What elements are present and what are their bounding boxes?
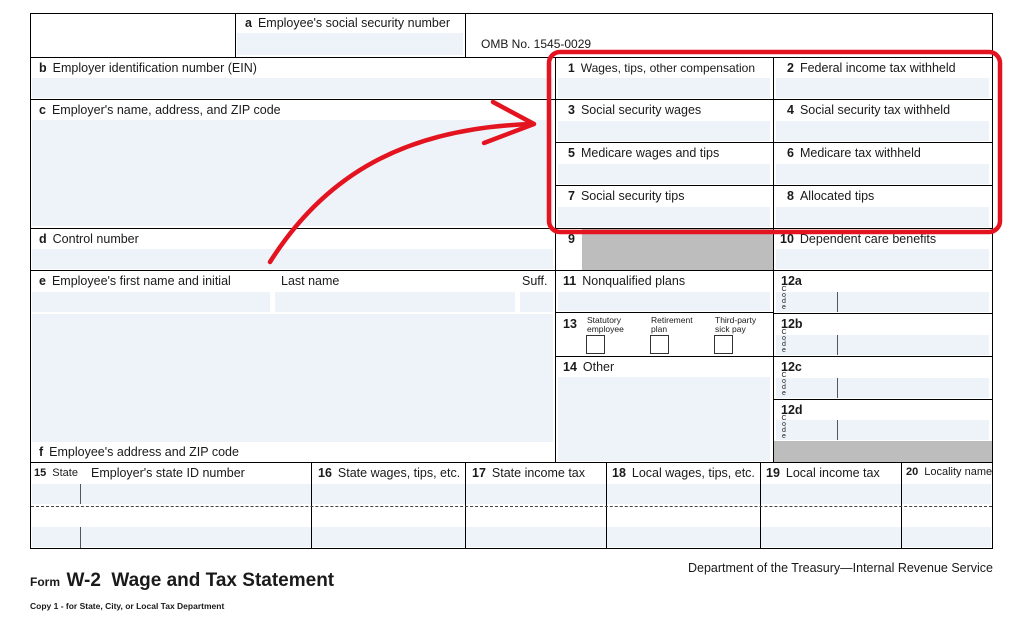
box-3-label: 3 Social security wages: [568, 103, 702, 117]
box-c-label: c Employer's name, address, and ZIP code: [39, 103, 281, 117]
box-19-label: 19 Local income tax: [766, 466, 880, 480]
box-b-label: b Employer identification number (EIN): [39, 61, 257, 75]
form-id: W-2: [66, 570, 101, 591]
box-16-label: 16 State wages, tips, etc.: [318, 466, 461, 480]
box-12d-label: 12d: [781, 403, 803, 417]
box-13-label: 13: [563, 317, 577, 331]
box-20-label: 20 Locality name: [906, 466, 993, 478]
box-7-label: 7 Social security tips: [568, 189, 685, 203]
box-6-label: 6 Medicare tax withheld: [787, 146, 921, 160]
third-party-sick-pay-label: Third-party sick pay: [715, 315, 757, 334]
box-15-text: Employer's state ID number: [91, 466, 245, 480]
box-4-label: 4 Social security tax withheld: [787, 103, 951, 117]
form-word: Form: [30, 575, 60, 589]
box-11-label: 11 Nonqualified plans: [563, 274, 686, 288]
arrow-head-icon: [484, 102, 534, 143]
code-label-12b: C o d e: [781, 329, 787, 354]
box-12c-label: 12c: [781, 360, 802, 374]
box-2-label: 2 Federal income tax withheld: [787, 61, 956, 75]
code-label-12c: C o d e: [781, 372, 787, 397]
form-name: Wage and Tax Statement: [111, 570, 335, 591]
agency-name: Department of the Treasury—Internal Revenue Service: [688, 561, 994, 575]
copy-designation: Copy 1 - for State, City, or Local Tax Department: [30, 601, 225, 611]
box-5-label: 5 Medicare wages and tips: [568, 146, 720, 160]
box-a-label: a Employee's social security number: [245, 16, 451, 30]
box-12b-label: 12b: [781, 317, 803, 331]
box-e-label: e Employee's first name and initial: [39, 274, 231, 288]
box-15-label: 15 State: [34, 467, 78, 479]
box-18-label: 18 Local wages, tips, etc.: [612, 466, 755, 480]
last-name-label: Last name: [281, 274, 340, 288]
code-label-12a: C o d e: [781, 286, 787, 311]
box-14-label: 14 Other: [563, 360, 615, 374]
box-8-label: 8 Allocated tips: [787, 189, 875, 203]
box-d-label: d Control number: [39, 232, 139, 246]
box-10-label: 10 Dependent care benefits: [780, 232, 937, 246]
box-17-label: 17 State income tax: [472, 466, 586, 480]
box-9-label: 9: [568, 232, 575, 246]
highlight-rectangle: [549, 52, 1000, 232]
code-label-12d: C o d e: [781, 415, 787, 440]
arrow-shaft: [270, 124, 532, 262]
box-12a-label: 12a: [781, 274, 802, 288]
retirement-plan-label: Retirement plan: [651, 315, 693, 334]
omb-number: OMB No. 1545-0029: [481, 37, 592, 51]
box-f-label: f Employee's address and ZIP code: [39, 445, 239, 459]
statutory-employee-label: Statutory employee: [587, 315, 624, 334]
box-1-label: 1 Wages, tips, other compensation: [568, 61, 755, 75]
suffix-label: Suff.: [522, 274, 548, 288]
